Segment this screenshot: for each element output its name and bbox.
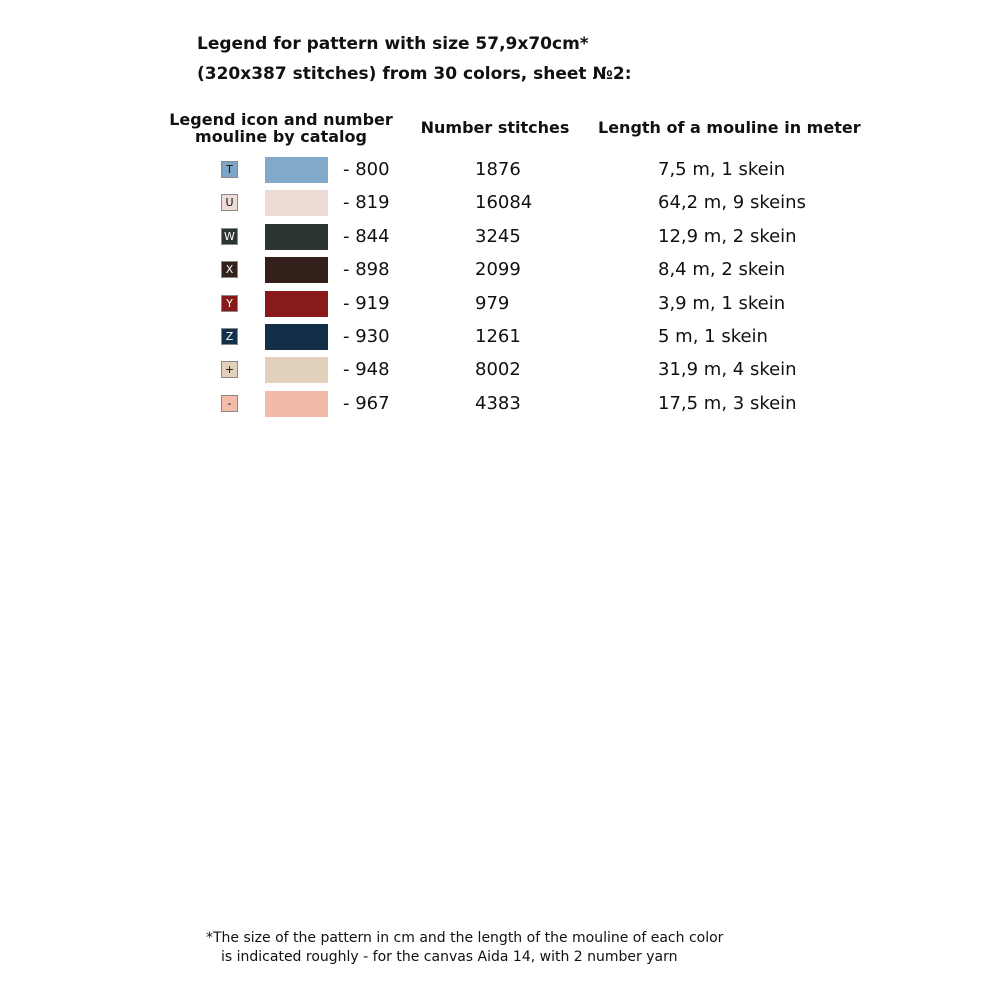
stitch-count: 16084 <box>475 192 533 214</box>
legend-symbol-icon: T <box>221 161 238 178</box>
catalog-number: - 844 <box>343 225 390 247</box>
header-legend <box>168 111 394 145</box>
color-swatch <box>265 257 328 283</box>
color-swatch <box>265 291 328 317</box>
footnote-line-1: *The size of the pattern in cm and the length of the mouline of each color <box>206 930 724 946</box>
catalog-number: - 819 <box>343 192 390 214</box>
legend-symbol-icon: W <box>221 228 238 245</box>
color-swatch <box>265 190 328 216</box>
legend-symbol-icon: + <box>221 361 238 378</box>
stitch-count: 1261 <box>475 326 521 347</box>
legend-symbol-icon: X <box>221 261 238 278</box>
mouline-length: 17,5 m, 3 skein <box>658 392 797 414</box>
footnote-line-2: is indicated roughly - for the canvas Aida 14, with 2 number yarn <box>221 949 678 965</box>
catalog-number: - 898 <box>343 259 390 281</box>
legend-row <box>0 224 1000 250</box>
catalog-number: - 800 <box>343 159 390 180</box>
legend-symbol-icon: - <box>221 395 238 412</box>
header-legend-line-2: mouline by catalog <box>195 127 367 146</box>
stitch-count: 3245 <box>475 225 521 247</box>
mouline-length: 7,5 m, 1 skein <box>658 159 786 180</box>
title-line-1: Legend for pattern with size 57,9x70cm* <box>197 34 589 54</box>
legend-row <box>0 157 1000 183</box>
legend-row <box>0 190 1000 216</box>
stitch-count: 1876 <box>475 159 521 180</box>
color-swatch <box>265 157 328 183</box>
stitch-count: 979 <box>475 292 510 314</box>
title-line-2: (320x387 stitches) from 30 colors, sheet №2: <box>197 64 632 84</box>
catalog-number: - 919 <box>343 292 390 314</box>
legend-row <box>0 257 1000 283</box>
header-number-stitches: Number stitches <box>420 118 570 137</box>
legend-row <box>0 291 1000 317</box>
mouline-length: 5 m, 1 skein <box>658 326 768 347</box>
stitch-count: 2099 <box>475 259 521 281</box>
catalog-number: - 930 <box>343 326 390 347</box>
mouline-length: 12,9 m, 2 skein <box>658 225 797 247</box>
header-legend-line-1: Legend icon and number <box>169 110 393 129</box>
color-swatch <box>265 324 328 350</box>
legend-symbol-icon: Y <box>221 295 238 312</box>
color-swatch <box>265 391 328 417</box>
header-mouline-length: Length of a mouline in meter <box>598 118 861 137</box>
legend-row <box>0 324 1000 350</box>
mouline-length: 31,9 m, 4 skein <box>658 359 797 381</box>
mouline-length: 8,4 m, 2 skein <box>658 259 786 281</box>
stitch-count: 8002 <box>475 359 521 381</box>
legend-row <box>0 391 1000 417</box>
catalog-number: - 948 <box>343 359 390 381</box>
legend-symbol-icon: U <box>221 194 238 211</box>
legend-row <box>0 357 1000 383</box>
color-swatch <box>265 224 328 250</box>
color-swatch <box>265 357 328 383</box>
catalog-number: - 967 <box>343 392 390 414</box>
mouline-length: 64,2 m, 9 skeins <box>658 192 806 214</box>
stitch-count: 4383 <box>475 392 521 414</box>
legend-symbol-icon: Z <box>221 328 238 345</box>
mouline-length: 3,9 m, 1 skein <box>658 292 786 314</box>
